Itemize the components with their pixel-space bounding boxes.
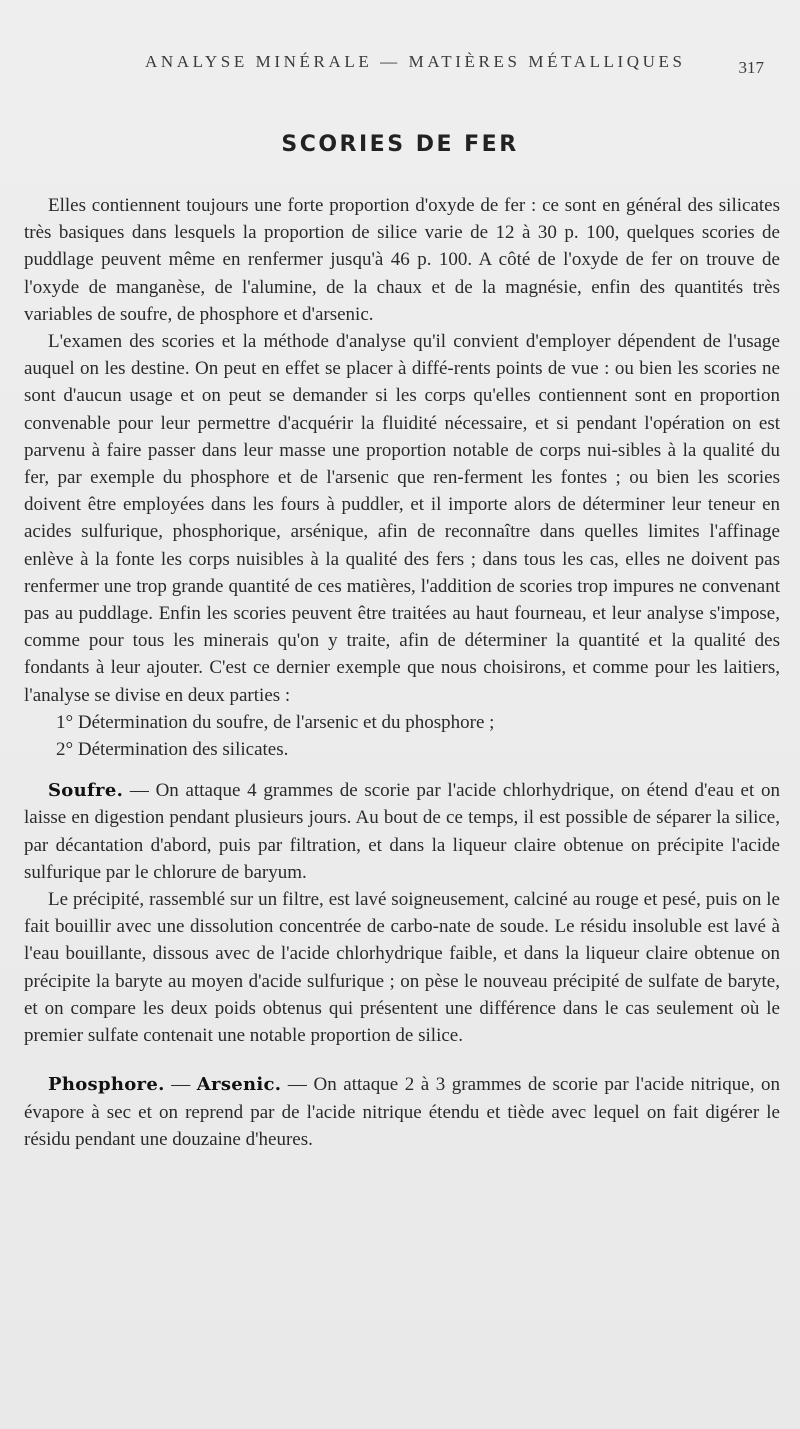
page-number: 317	[738, 58, 764, 77]
phosphore-arsenic-text: — On attaque 2 à 3 grammes de scorie par l'acide nitrique, on évapore à sec et on reprend par de l'acide nitrique étendu et tiède avec lequel on fait digérer le résidu pendant une douzaine d'heures.	[24, 1074, 781, 1150]
heading-dash: —	[164, 1074, 197, 1096]
paragraph-examen: L'examen des scories et la méthode d'analyse qu'il convient d'employer dépendent de l'usage auquel on les destine. On peut en effet se placer à diffé-rents points de vue : ou bien les scories ne sont d'aucun usage et on peut se demander si les corps qu'elles contiennent sont en proportion convenable pour leur permettre d'acquérir la fluidité nécessaire, et si pendant l'opération on est parvenu à faire passer dans leur masse une proportion notable de corps nui-sibles à la qualité du fer, par exemple du phosphore et de l'arsenic que ren-ferment les fontes ; ou bien les scories doivent être employées dans les fours à puddler, et il importe alors de déterminer leur teneur en acides sulfurique, phosphorique, arsénique, afin de reconnaître dans quelles limites l'affinage enlève à la fonte les corps nuisibles à la qualité des fers ; dans tous les cas, elles ne doivent pas renfermer une trop grande quantité de ces matières, l'addition de scories trop impures ne convenant pas au puddlage. Enfin les scories peuvent être traitées au haut fourneau, et leur analyse s'impose, comme pour tous les minerais qu'on y traite, afin de déterminer la quantité et la qualité des fondants à leur ajouter. C'est ce dernier exemple que nous choisirons, et comme pour les laitiers, l'analyse se divise en deux parties :	[24, 331, 780, 706]
running-head	[0, 52, 800, 82]
list-item-1: 1° Détermination du soufre, de l'arsenic et du phosphore ;	[56, 711, 495, 733]
soufre-heading: Soufre.	[48, 780, 124, 802]
paragraph-phosphore-arsenic	[24, 1071, 780, 1153]
list-item-2: 2° Détermination des silicates.	[56, 739, 289, 761]
section-title: SCORIES DE FER	[281, 132, 519, 157]
paragraph-precipite: Le précipité, rassemblé sur un filtre, est lavé soigneusement, calciné au rouge et pesé, puis on le fait bouillir avec une dissolution concentrée de carbo-nate de soude. Le résidu insoluble est lavé à l'eau bouillante, dissous avec de l'acide chlorhydrique faible, et dans la liqueur claire obtenue on précipite la baryte au moyen d'acide sulfurique ; on pèse le nouveau précipité de sulfate de baryte, et on compare les deux poids obtenus qui présentent une différence dans le cas seulement où le premier sulfate contenait une notable proportion de silice.	[24, 889, 780, 1047]
body-text	[24, 192, 780, 1153]
phosphore-heading: Phosphore.	[48, 1074, 165, 1096]
soufre-text: — On attaque 4 grammes de scorie par l'acide chlorhydrique, on étend d'eau et on laisse en digestion pendant plusieurs jours. Au bout de ce temps, il est possible de séparer la silice, par décantation d'abord, puis par filtration, et dans la liqueur claire obtenue on précipite l'acide sulfurique par le chlorure de baryum.	[24, 780, 780, 883]
paragraph-soufre	[24, 777, 780, 886]
arsenic-heading: Arsenic.	[196, 1074, 282, 1096]
paragraph-intro: Elles contiennent toujours une forte proportion d'oxyde de fer : ce sont en général des silicates très basiques dans lesquels la proportion de silice varie de 12 à 30 p. 100, quelques scories de puddlage peuvent même en renfermer jusqu'à 46 p. 100. A côté de l'oxyde de fer on trouve de l'oxyde de manganèse, de l'alumine, de la chaux et de la magnésie, enfin des quantités très variables de soufre, de phosphore et d'arsenic.	[24, 195, 780, 325]
running-title: ANALYSE MINÉRALE — MATIÈRES MÉTALLIQUES	[145, 52, 686, 71]
